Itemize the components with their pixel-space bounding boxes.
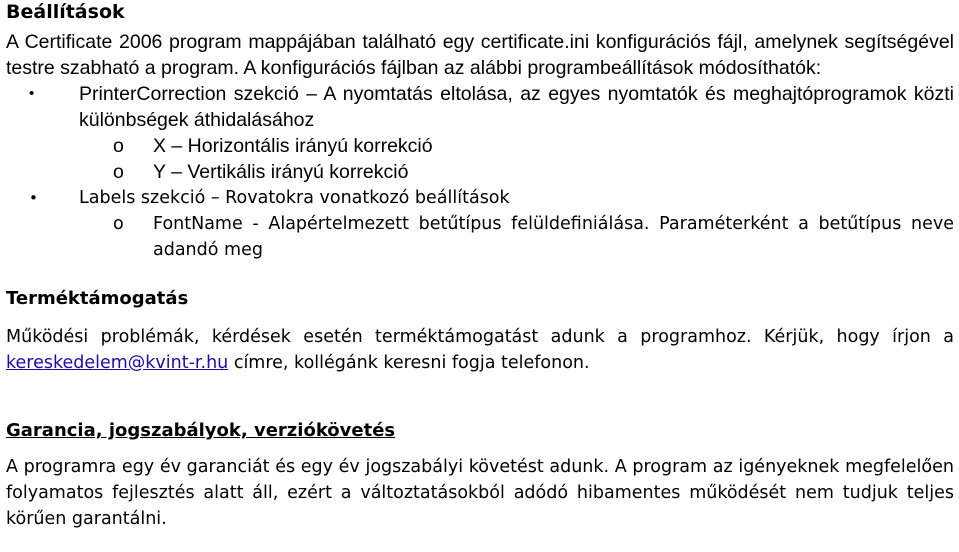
list-item-x-correction xyxy=(76,133,954,159)
x-correction-text: X – Horizontális irányú korrekció xyxy=(153,135,433,157)
list-item-printer-correction xyxy=(6,81,954,185)
fontname-text: FontName - Alapértelmezett betűtípus felüldefiniálása. Paraméterként a betűtípus neve adandó meg xyxy=(153,214,954,260)
printer-correction-text: PrinterCorrection szekció – A nyomtatás eltolása, az egyes nyomtatók és meghajtóprogramok közti különbségek áthidalásához xyxy=(79,83,954,131)
circle-bullet-icon: o xyxy=(113,214,124,234)
settings-list xyxy=(6,81,954,263)
printer-correction-sublist xyxy=(79,133,954,185)
circle-bullet-icon: o xyxy=(113,135,124,157)
support-heading: Terméktámogatás xyxy=(6,288,189,309)
y-correction-text: Y – Vertikális irányú korrekció xyxy=(153,161,409,183)
labels-sublist xyxy=(79,211,954,263)
bullet-icon: • xyxy=(29,85,35,102)
support-email-link[interactable]: kereskedelem@kvint-r.hu xyxy=(6,353,229,373)
warranty-paragraph: A programra egy év garanciát és egy év jogszabályi követést adunk. A program az igényeknek megfelelően folyamatos fejlesztés alatt áll, ezért a változtatásokból adódó hibamentes működését nem tudjuk teljes körűen garantálni. xyxy=(6,457,954,529)
list-item-y-correction xyxy=(76,159,954,185)
support-text-after: címre, kollégánk keresni fogja telefonon. xyxy=(228,353,590,373)
warranty-heading: Garancia, jogszabályok, verziókövetés xyxy=(6,420,396,441)
labels-text: Labels szekció – Rovatokra vonatkozó beállítások xyxy=(79,188,510,208)
settings-heading: Beállítások xyxy=(6,1,125,23)
list-item-fontname xyxy=(76,211,954,263)
settings-intro: A Certificate 2006 program mappájában található egy certificate.ini konfigurációs fájl, amelynek segítségével testre szabható a program. A konfigurációs fájlban az alábbi programbeállítások módosíthatók: xyxy=(6,31,954,79)
support-text-before: Működési problémák, kérdések esetén terméktámogatást adunk a programhoz. Kérjük, hogy írjon a xyxy=(6,327,954,347)
circle-bullet-icon: o xyxy=(113,161,124,183)
list-item-labels xyxy=(6,185,954,263)
support-paragraph xyxy=(6,324,954,376)
bullet-icon: • xyxy=(29,189,38,207)
